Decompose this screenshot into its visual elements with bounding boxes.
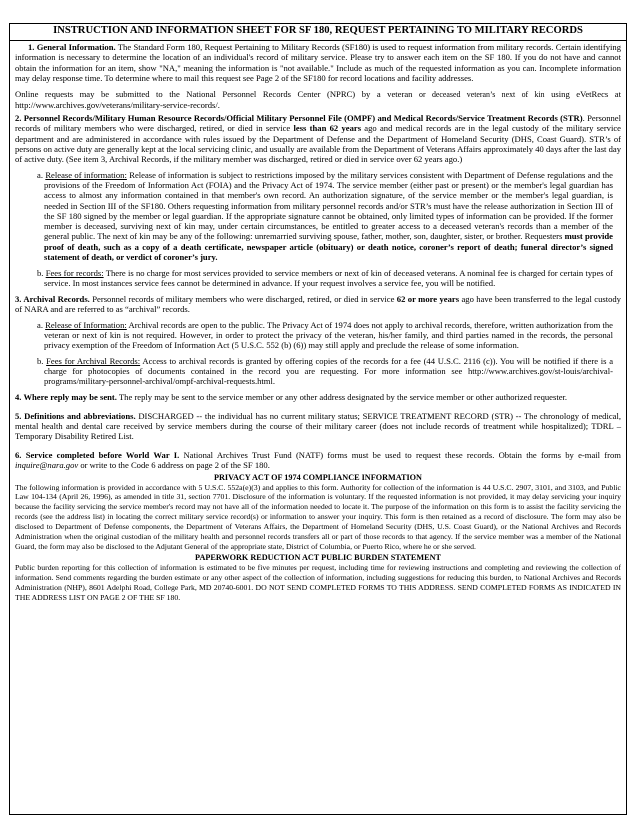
section-1-text: The Standard Form 180, Request Pertaining to Military Records (SF180) is used to request information from military records. Certain identifying information is necessary to determine the location of an individual's record of military service. Please try to answer each item on the SF 180. If you do not have and cannot obtain the information for an item, show "NA," meaning the information is "not available." Include as much of the requested information as you can. Incomplete information may delay response time. To determine where to mail this request see Page 2 of the SF180 for record locations and facility addresses. <box>15 42 621 83</box>
email-address: inquire@nara.gov <box>15 460 79 471</box>
privacy-act-title: PRIVACY ACT OF 1974 COMPLIANCE INFORMATION <box>214 472 422 482</box>
section-1-title: 1. General Information. <box>28 42 116 52</box>
section-6-title: 6. Service completed before World War I. <box>15 450 180 460</box>
section-2b-fees-for-records: b. Fees for records: There is no charge for most services provided to service members or next of kin of deceased veterans. A nominal fee is charged for certain types of service. In most instances service fees cannot be determined in advance. If your request involves a service fee, you will be notified. <box>37 267 614 288</box>
sheet-heading: INSTRUCTION AND INFORMATION SHEET FOR SF 180, REQUEST PERTAINING TO MILITARY RECORDS <box>10 24 626 41</box>
section-3a-release-of-information: a. Release of Information: Archival records are open to the public. The Privacy Act of 1974 does not apply to archival records, therefore, written authorization from the veteran or next of kin is not required. However, in order to protect the privacy of the veteran, his/her family, and third parties named in the records, the personal privacy exemption of the Freedom of Information Act (5 U.S.C. 552 (b) (6)) may still apply and preclude the release of some information. <box>37 319 613 350</box>
section-3b-fees-for-archival-records: b. Fees for Archival Records: Access to archival records is granted by offering copies of the records for a fee (44 U.S.C. 2116 (c)). You will be notified if there is a charge for photocopies of documents contained in the record you are requesting. For more information see http://www.archives.gov/st-louis/archival-programs/military-personnel-archival/ompf-archival-requests.html. <box>37 355 614 387</box>
section-3-title: 3. Archival Records. <box>15 293 90 304</box>
section-5-title: 5. Definitions and abbreviations. <box>15 410 136 421</box>
section-4-title: 4. Where reply may be sent. <box>15 392 117 402</box>
section-2a-release-of-information: a. Release of information: Release of information is subject to restrictions imposed by the military services consistent with Department of Defense regulations and the provisions of the Freedom of Information Act (FOIA) and the Privacy Act of 1974. The service member (either past or present) or the member's legal guardian has access to almost any information contained in that member's own record. An authorization signature, of the service member or the member's legal guardian, is needed in Section III of the SF180. Others requesting information from military personnel records and/or STR’s must have the release authorization in Section III of the SF 180 signed by the member or legal guardian. If the appropriate signature cannot be obtained, only limited types of information can be provided. If the former member is deceased, surviving next of kin may, under certain circumstances, be entitled to greater access to a deceased veteran's records than a member of the general public. The next of kin may be any of the following: unremarried surviving spouse, father, mother, son, daughter, sister, or brother. Requesters must provide proof of death, such as a copy of a death certificate, newspaper article (obituary) or death notice, coroner’s report of death; funeral director’s signed statement of death, or verdict of coroner’s jury. <box>37 169 613 262</box>
paperwork-act-title: PAPERWORK REDUCTION ACT PUBLIC BURDEN STATEMENT <box>195 553 441 563</box>
sheet-content <box>10 41 626 603</box>
section-6-service-before-wwi: 6. Service completed before World War I. National Archives Trust Fund (NATF) forms must be used to request these records. Obtain the forms by e-mail from inquire@nara.gov or write to the Code 6 address on page 2 of the SF 180. <box>15 450 621 471</box>
section-1-general-information <box>15 42 621 83</box>
section-5-definitions: 5. Definitions and abbreviations. DISCHARGED -- the individual has no current military status; SERVICE TREATMENT RECORD (STR) -- The chronology of medical, mental health and dental care received by service members during the course of their military career (does not include records of treatment while hospitalized); TDRL – Temporary Disability Retired List. <box>15 410 622 442</box>
section-2-title: 2. Personnel Records/Military Human Resource Records/Official Military Personnel File (OMPF) and Medical Records/Service Treatment Records (STR) <box>15 113 583 123</box>
instruction-sheet <box>9 23 627 815</box>
section-2-personnel-records: 2. Personnel Records/Military Human Resource Records/Official Military Personnel File (OMPF) and Medical Records/Service Treatment Records (STR). Personnel records of military members who were discharged, retired, or died in service less than 62 years ago and medical records are in the legal custody of the military service department and are administered in accordance with rules issued by the Department of Defense and the Department of Homeland Security (DHS, Coast Guard). STR’s of persons on active duty are generally kept at the local servicing clinic, and usually are available from the Department of Veterans Affairs approximately 40 days after the last day of active duty. (See item 3, Archival Records, if the military member was discharged, retired or died in service over 62 years ago.) <box>15 113 621 164</box>
paperwork-act-text: Public burden reporting for this collection of information is estimated to be five minutes per request, including time for reviewing instructions and completing and reviewing the collection of information. Send comments regarding the burden estimate or any other aspect of the collection of information, including suggestions for reducing this burden, to National Archives and Records Administration (NHP), 8601 Adelphi Road, College Park, MD 20740-6001. DO NOT SEND COMPLETED FORMS TO THIS ADDRESS. SEND COMPLETED FORMS AS INDICATED IN THE ADDRESS LIST ON PAGE 2 OF THE SF 180. <box>15 563 621 602</box>
section-1-online-requests: Online requests may be submitted to the National Personnel Records Center (NPRC) by a veteran or deceased veteran’s next of kin using eVetRecs at http://www.archives.gov/veterans/military-service-records/. <box>15 88 622 110</box>
section-4-where-reply-sent: 4. Where reply may be sent. The reply may be sent to the service member or any other address designated by the service member or other authorized requester. <box>15 392 568 402</box>
section-3-archival-records: 3. Archival Records. Personnel records of military members who were discharged, retired, or died in service 62 or more years ago have been transferred to the legal custody of NARA and are referred to as “archival” records. <box>15 293 621 314</box>
privacy-act-text: The following information is provided in accordance with 5 U.S.C. 552a(e)(3) and applies to this form. Authority for collection of the information is 44 U.S.C. 2907, 3101, and 3103, and Public Law 104-134 (April 26, 1996), as amended in title 31, section 7701. Disclosure of the information is voluntary. If the requested information is not provided, it may delay servicing your inquiry because the facility servicing the service member's record may not have all of the information needed to locate it. The purpose of the information on this form is to assist the facility servicing the records (see the address list) in locating the correct military service record(s) or information to answer your inquiry. This form is then retained as a record of disclosure. The form may also be disclosed to Department of Defense components, the Department of Veterans Affairs, the Department of Homeland Security (DHS, U.S. Coast Guard), or the National Archives and Records Administration when the original custodian of the military health and personnel records transfers all or part of those records to that agency. If the service member was a member of the National Guard, the form may also be disclosed to the Adjutant General of the appropriate state, District of Columbia, or Puerto Rico, where he or she served. <box>15 482 621 551</box>
